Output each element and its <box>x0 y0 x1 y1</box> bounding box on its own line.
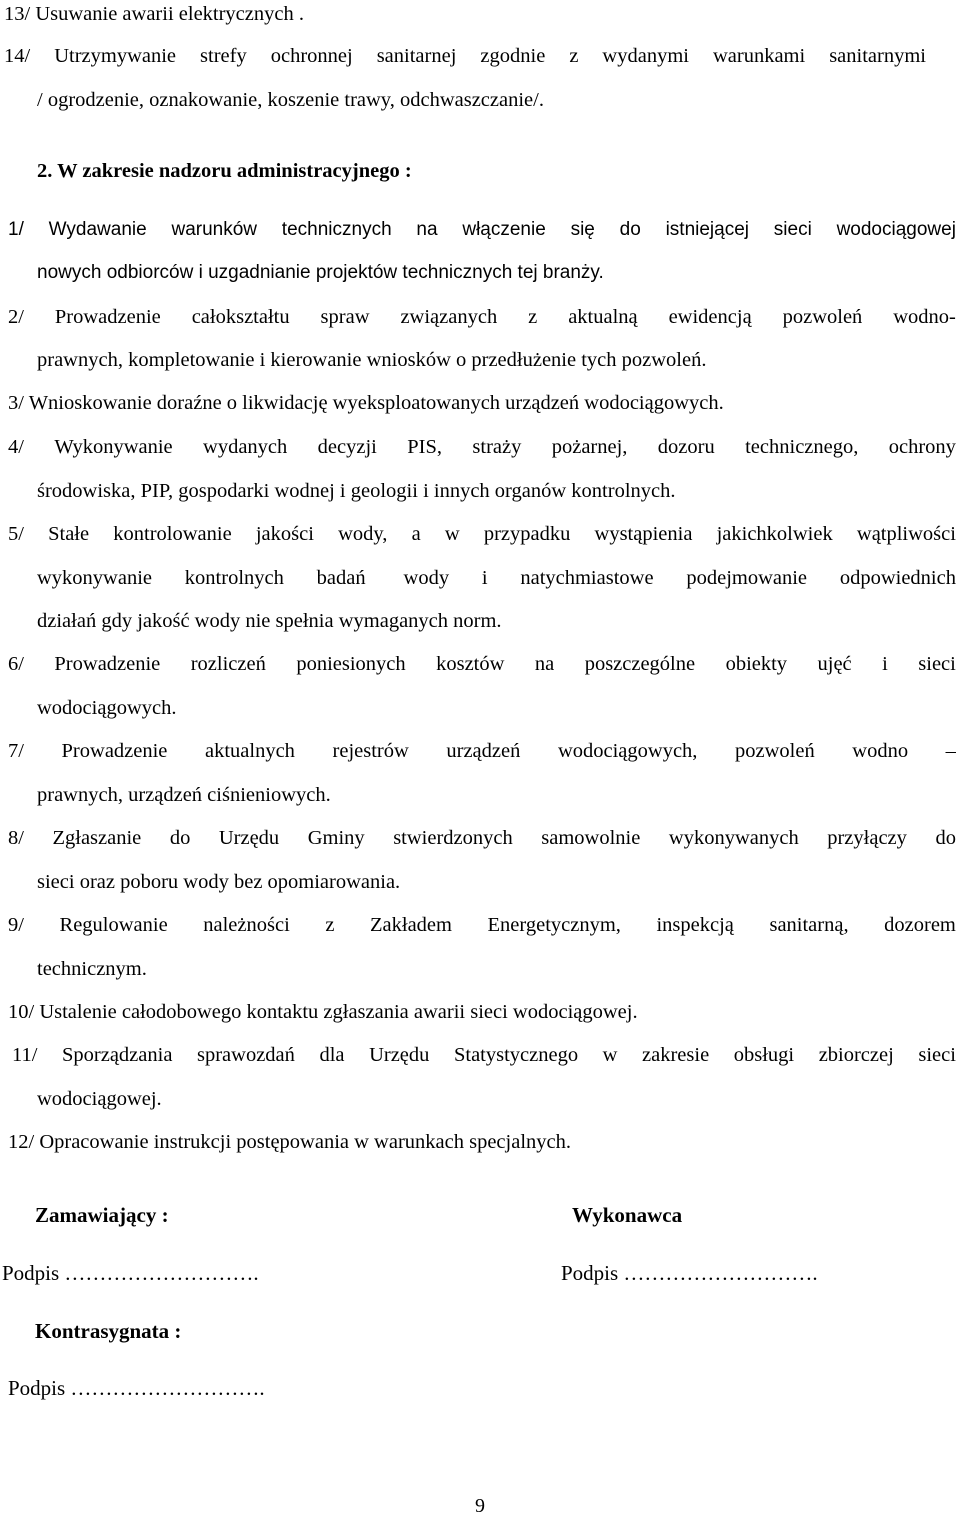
word: wykonywanych <box>668 827 799 849</box>
word: zbiorczej <box>818 1044 894 1066</box>
word: 8/ <box>8 827 24 849</box>
word: 2/ <box>8 306 24 328</box>
word: Prowadzenie <box>61 740 168 762</box>
word: inspekcją <box>656 914 734 936</box>
word: wody, <box>338 523 388 545</box>
word: aktualnych <box>204 740 295 762</box>
item-7-line-2: prawnych, urządzeń ciśnieniowych. <box>37 784 331 806</box>
word: a <box>411 523 421 545</box>
word: i <box>882 653 888 675</box>
section-2-heading: 2. W zakresie nadzoru administracyjnego : <box>37 160 412 182</box>
word: Utrzymywanie <box>54 45 177 67</box>
word: wydanymi <box>602 45 689 67</box>
word: wodociągowych, <box>557 740 698 762</box>
item-6-line-2: wodociągowych. <box>37 697 177 719</box>
word: Sporządzania <box>62 1044 173 1066</box>
word: sanitarnej <box>376 45 457 67</box>
word: do <box>935 827 956 849</box>
word: należności <box>203 914 290 936</box>
word: przyłączy <box>827 827 907 849</box>
word: wykonywanie <box>37 567 153 589</box>
word: 1/ <box>8 219 24 240</box>
item-5-line-1 <box>8 521 956 547</box>
item-9-line-1 <box>8 912 956 938</box>
word: rejestrów <box>332 740 409 762</box>
word: z <box>528 306 538 328</box>
word: 7/ <box>8 740 24 762</box>
word: 14/ <box>4 45 31 67</box>
word: do <box>169 827 191 849</box>
line-14b: / ogrodzenie, oznakowanie, koszenie trawy, odchwaszczanie/. <box>37 89 544 111</box>
word: podejmowanie <box>686 567 808 589</box>
line-14a <box>4 43 926 69</box>
word: ochrony <box>888 436 956 458</box>
word: i <box>481 567 488 589</box>
item-3: 3/ Wnioskowanie doraźne o likwidację wyeksploatowanych urządzeń wodociągowych. <box>8 392 724 414</box>
word: sieci <box>918 1044 956 1066</box>
word: do <box>619 219 641 240</box>
word: w <box>444 523 460 545</box>
word: – <box>945 740 956 762</box>
word: PIS, <box>407 436 443 458</box>
word: 4/ <box>8 436 24 458</box>
word: włączenie <box>462 219 546 240</box>
zamawiajacy-label: Zamawiający : <box>35 1203 169 1227</box>
word: sanitarnymi <box>829 45 926 67</box>
word: ewidencją <box>668 306 752 328</box>
wykonawca-label: Wykonawca <box>572 1203 683 1227</box>
word: Regulowanie <box>59 914 168 936</box>
item-10: 10/ Ustalenie całodobowego kontaktu zgłaszania awarii sieci wodociągowej. <box>8 1001 638 1023</box>
word: pozwoleń <box>735 740 815 762</box>
word: obsługi <box>733 1044 795 1066</box>
word: dla <box>319 1044 345 1066</box>
word: Prowadzenie <box>54 306 161 328</box>
word: się <box>570 219 595 240</box>
word: wodno- <box>893 306 956 328</box>
word: wodno <box>852 740 909 762</box>
word: Energetycznym, <box>487 914 621 936</box>
signature-line-wykonawca: Podpis ………………………. <box>561 1261 818 1285</box>
word: straży <box>472 436 522 458</box>
word: na <box>534 653 555 675</box>
word: pożarnej, <box>551 436 628 458</box>
item-9-line-2: technicznym. <box>37 958 147 980</box>
item-4-line-1 <box>8 434 956 460</box>
word: w <box>602 1044 618 1066</box>
word: zgodnie <box>480 45 546 67</box>
item-11-line-2: wodociągowej. <box>37 1088 162 1110</box>
word: 5/ <box>8 523 24 545</box>
item-2-line-2: prawnych, kompletowanie i kierowanie wniosków o przedłużenie tych pozwoleń. <box>37 349 707 371</box>
item-1-line-2: nowych odbiorców i uzgadnianie projektów technicznych tej branży. <box>37 262 604 283</box>
word: natychmiastowe <box>520 567 654 589</box>
item-5-line-2 <box>37 565 956 591</box>
word: rozliczeń <box>190 653 266 675</box>
word: urządzeń <box>446 740 521 762</box>
word: Zgłaszanie <box>52 827 142 849</box>
word: sanitarną, <box>769 914 849 936</box>
item-12: 12/ Opracowanie instrukcji postępowania w warunkach specjalnych. <box>8 1131 571 1153</box>
word: wątpliwości <box>856 523 956 545</box>
item-5-line-3: działań gdy jakość wody nie spełnia wymaganych norm. <box>37 610 502 632</box>
item-11-line-1 <box>12 1042 956 1068</box>
word: Wydawanie <box>48 219 147 240</box>
word: pozwoleń <box>782 306 863 328</box>
page-number: 9 <box>475 1495 485 1517</box>
word: warunków <box>171 219 258 240</box>
word: całokształtu <box>191 306 290 328</box>
word: obiekty <box>725 653 788 675</box>
word: strefy <box>200 45 247 67</box>
word: zakresie <box>642 1044 710 1066</box>
word: 11/ <box>12 1044 38 1066</box>
word: 9/ <box>8 914 24 936</box>
word: poszczególne <box>584 653 696 675</box>
word: wystąpienia <box>594 523 693 545</box>
word: spraw <box>320 306 370 328</box>
word: kontrolnych <box>184 567 284 589</box>
word: Wykonywanie <box>54 436 173 458</box>
word: Prowadzenie <box>54 653 161 675</box>
item-8-line-1 <box>8 825 956 851</box>
word: związanych <box>400 306 498 328</box>
word: decyzji <box>317 436 377 458</box>
word: ujęć <box>817 653 852 675</box>
item-1-line-1 <box>8 217 956 243</box>
kontrasygnata-label: Kontrasygnata : <box>35 1319 182 1343</box>
word: odpowiednich <box>839 567 956 589</box>
item-8-line-2: sieci oraz poboru wody bez opomiarowania. <box>37 871 401 893</box>
word: Urzędu <box>218 827 280 849</box>
word: sprawozdań <box>196 1044 295 1066</box>
word: dozorem <box>884 914 956 936</box>
word: z <box>325 914 335 936</box>
word: technicznych <box>281 219 392 240</box>
word: ochronnej <box>270 45 353 67</box>
word: z <box>569 45 579 67</box>
word: warunkami <box>712 45 806 67</box>
word: badań <box>316 567 371 589</box>
word: Statystycznego <box>453 1044 579 1066</box>
word: stwierdzonych <box>393 827 513 849</box>
word: Stałe <box>48 523 90 545</box>
word: istniejącej <box>665 219 749 240</box>
word: kosztów <box>436 653 505 675</box>
word: technicznego, <box>745 436 859 458</box>
word: dozoru <box>657 436 715 458</box>
item-2-line-1 <box>8 304 956 330</box>
word: aktualną <box>568 306 638 328</box>
word: sieci <box>773 219 812 240</box>
signature-line-kontrasygnata: Podpis ………………………. <box>8 1376 265 1400</box>
word: poniesionych <box>296 653 406 675</box>
item-4-line-2: środowiska, PIP, gospodarki wodnej i geologii i innych organów kontrolnych. <box>37 480 676 502</box>
line-13: 13/ Usuwanie awarii elektrycznych . <box>4 3 304 25</box>
word: 6/ <box>8 653 24 675</box>
word: Urzędu <box>369 1044 430 1066</box>
word: wydanych <box>203 436 288 458</box>
item-7-line-1 <box>8 738 956 764</box>
word: wody <box>403 567 450 589</box>
word: Gminy <box>307 827 365 849</box>
word: kontrolowanie <box>113 523 232 545</box>
word: sieci <box>918 653 956 675</box>
word: na <box>416 219 438 240</box>
word: jakichkolwiek <box>716 523 833 545</box>
word: jakości <box>255 523 314 545</box>
word: wodociągowej <box>836 219 956 240</box>
item-6-line-1 <box>8 651 956 677</box>
word: Zakładem <box>370 914 452 936</box>
word: samowolnie <box>541 827 641 849</box>
word: przypadku <box>483 523 571 545</box>
signature-line-zamawiajacy: Podpis ………………………. <box>2 1261 259 1285</box>
